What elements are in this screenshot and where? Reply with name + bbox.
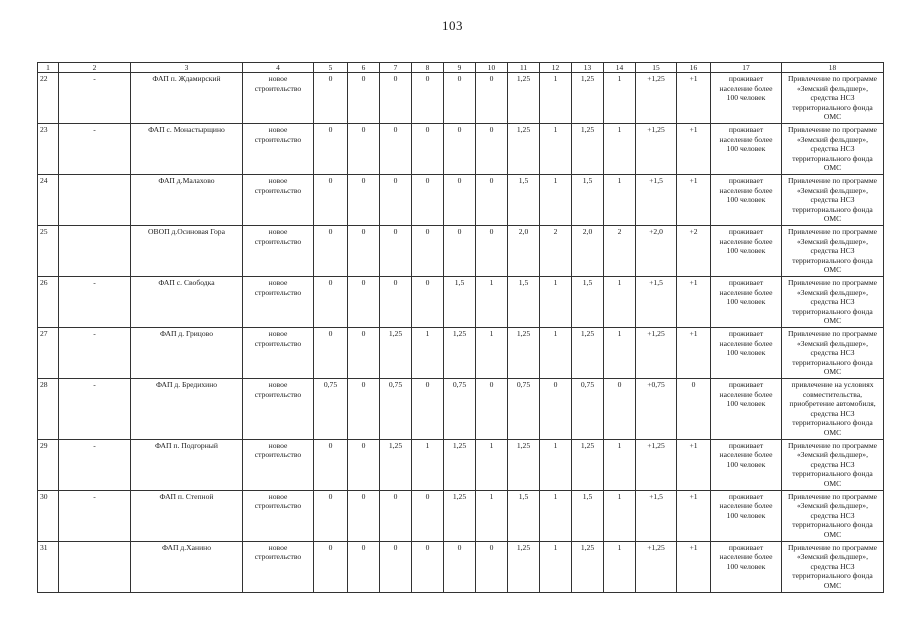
table-cell: 1,25 [444, 490, 476, 541]
table-cell: 29 [38, 439, 59, 490]
column-header: 10 [476, 63, 508, 73]
column-header: 9 [444, 63, 476, 73]
table-cell: ФАП д. Грицово [131, 328, 243, 379]
table-cell: - [59, 328, 131, 379]
table-cell: 1,25 [508, 73, 540, 124]
table-cell: новое строительство [243, 73, 314, 124]
table-cell: 1,25 [508, 439, 540, 490]
table-cell: 22 [38, 73, 59, 124]
column-header: 17 [711, 63, 782, 73]
table-cell: новое строительство [243, 277, 314, 328]
table-cell: Привлечение по программе «Земский фельдшер», средства НСЗ территориального фонда ОМС [782, 226, 884, 277]
table-cell: 26 [38, 277, 59, 328]
table-cell: +1 [677, 73, 711, 124]
table-cell: +1 [677, 328, 711, 379]
table-cell: 1 [540, 175, 572, 226]
table-cell: 0,75 [314, 379, 348, 440]
table-cell: +1 [677, 277, 711, 328]
table-cell: 0 [314, 439, 348, 490]
table-cell: 1 [476, 277, 508, 328]
table-cell: 0,75 [508, 379, 540, 440]
table-cell: 1 [604, 490, 636, 541]
table-cell: 1,25 [572, 541, 604, 592]
table-cell: 1,25 [444, 328, 476, 379]
table-cell: +1,25 [636, 328, 677, 379]
table-cell: 0 [348, 541, 380, 592]
header-row [38, 63, 884, 73]
table-cell: 1,25 [508, 541, 540, 592]
table-cell: Привлечение по программе «Земский фельдшер», средства НСЗ территориального фонда ОМС [782, 124, 884, 175]
table-cell: +1 [677, 175, 711, 226]
table-cell: 0 [314, 124, 348, 175]
table-cell: 1 [604, 73, 636, 124]
table-cell: - [59, 73, 131, 124]
table-cell: Привлечение по программе «Земский фельдшер», средства НСЗ территориального фонда ОМС [782, 175, 884, 226]
table-cell: +2 [677, 226, 711, 277]
table-cell: 0 [314, 541, 348, 592]
table-cell: новое строительство [243, 490, 314, 541]
table-cell: 1 [540, 124, 572, 175]
table-cell: 2 [540, 226, 572, 277]
table-cell: +1,5 [636, 490, 677, 541]
table-cell: 0 [314, 73, 348, 124]
table-cell: 1,5 [508, 277, 540, 328]
table-cell: 0 [604, 379, 636, 440]
table-cell: 0 [412, 490, 444, 541]
table-cell: 0,75 [444, 379, 476, 440]
table-cell: +1,25 [636, 439, 677, 490]
table-cell: +2,0 [636, 226, 677, 277]
table-cell: 0 [380, 277, 412, 328]
table-cell: 0 [476, 379, 508, 440]
table-cell: Привлечение по программе «Земский фельдшер», средства НСЗ территориального фонда ОМС [782, 490, 884, 541]
table-cell: 1 [476, 490, 508, 541]
table-row [38, 541, 884, 592]
table-cell: 1,25 [508, 124, 540, 175]
table-cell: 0,75 [572, 379, 604, 440]
table-cell: 1 [540, 328, 572, 379]
table-cell: - [59, 490, 131, 541]
table-cell: 0 [476, 73, 508, 124]
table-cell: 0 [444, 541, 476, 592]
table-row [38, 226, 884, 277]
table-row [38, 124, 884, 175]
table-cell: ОВОП д.Осиновая Гора [131, 226, 243, 277]
table-cell: - [59, 124, 131, 175]
table-cell: Привлечение по программе «Земский фельдшер», средства НСЗ территориального фонда ОМС [782, 328, 884, 379]
table-cell: +1 [677, 541, 711, 592]
table-row [38, 277, 884, 328]
table-cell: 0 [348, 175, 380, 226]
column-header: 13 [572, 63, 604, 73]
table-cell: +1,25 [636, 73, 677, 124]
table-cell: 0,75 [380, 379, 412, 440]
page-number: 103 [442, 18, 463, 33]
table-cell: 0 [380, 541, 412, 592]
table-cell [59, 175, 131, 226]
table-cell: 1,5 [572, 277, 604, 328]
table-cell: 1 [476, 439, 508, 490]
table-cell: 1,25 [572, 124, 604, 175]
table-cell: 1,25 [380, 439, 412, 490]
table-cell: 1 [604, 124, 636, 175]
table-cell: 1 [604, 439, 636, 490]
table-cell: 0 [348, 328, 380, 379]
table-cell: ФАП п. Степной [131, 490, 243, 541]
table-cell: Привлечение по программе «Земский фельдшер», средства НСЗ территориального фонда ОМС [782, 439, 884, 490]
table-cell: 1,25 [508, 328, 540, 379]
table-cell: +1,5 [636, 277, 677, 328]
table-cell: 0 [444, 124, 476, 175]
table-cell: новое строительство [243, 328, 314, 379]
column-header: 1 [38, 63, 59, 73]
data-table [37, 62, 884, 593]
table-cell: 0 [476, 175, 508, 226]
column-header: 15 [636, 63, 677, 73]
table-cell: 1 [540, 277, 572, 328]
table-row [38, 379, 884, 440]
table-cell: 0 [348, 379, 380, 440]
table-cell: 1 [412, 328, 444, 379]
table-cell: проживает население более 100 человек [711, 175, 782, 226]
table-cell: проживает население более 100 человек [711, 379, 782, 440]
table-cell: 1,25 [380, 328, 412, 379]
table-cell: проживает население более 100 человек [711, 490, 782, 541]
table-cell: 0 [348, 490, 380, 541]
table-cell: 1,25 [444, 439, 476, 490]
table-cell: проживает население более 100 человек [711, 439, 782, 490]
table-cell: 0 [348, 226, 380, 277]
table-cell: 1,5 [508, 175, 540, 226]
table-cell: ФАП с. Свободка [131, 277, 243, 328]
table-cell: 0 [540, 379, 572, 440]
table-cell: +0,75 [636, 379, 677, 440]
table-cell: проживает население более 100 человек [711, 541, 782, 592]
table-cell: ФАП д.Ханино [131, 541, 243, 592]
table-cell: 0 [412, 379, 444, 440]
table-cell: новое строительство [243, 541, 314, 592]
column-header: 6 [348, 63, 380, 73]
table-cell: 0 [348, 73, 380, 124]
table-cell: 0 [412, 226, 444, 277]
table-cell: новое строительство [243, 124, 314, 175]
column-header: 11 [508, 63, 540, 73]
column-header: 14 [604, 63, 636, 73]
table-cell: 0 [348, 124, 380, 175]
table-cell: проживает население более 100 человек [711, 328, 782, 379]
column-header: 7 [380, 63, 412, 73]
table-cell: 27 [38, 328, 59, 379]
table-cell: 0 [476, 226, 508, 277]
table-cell: - [59, 277, 131, 328]
table-cell: +1,25 [636, 124, 677, 175]
table-cell: 1 [604, 277, 636, 328]
table-cell: 1,25 [572, 328, 604, 379]
table-cell: Привлечение по программе «Земский фельдшер», средства НСЗ территориального фонда ОМС [782, 541, 884, 592]
column-header: 5 [314, 63, 348, 73]
table-cell: - [59, 439, 131, 490]
table-cell: 0 [380, 124, 412, 175]
table-row [38, 490, 884, 541]
table-cell: проживает население более 100 человек [711, 73, 782, 124]
table-cell: 0 [444, 175, 476, 226]
table-cell: 25 [38, 226, 59, 277]
table-cell: 0 [314, 226, 348, 277]
table-cell: 0 [380, 490, 412, 541]
table-cell: ФАП с. Монастырщино [131, 124, 243, 175]
table-cell: 1 [412, 439, 444, 490]
column-header: 4 [243, 63, 314, 73]
table-cell: 0 [412, 175, 444, 226]
table-cell: 2,0 [508, 226, 540, 277]
table-cell [59, 226, 131, 277]
table-cell: 0 [348, 439, 380, 490]
table-cell: +1 [677, 490, 711, 541]
column-header: 2 [59, 63, 131, 73]
table-cell: +1 [677, 439, 711, 490]
table-cell: проживает население более 100 человек [711, 226, 782, 277]
table-cell: +1,25 [636, 541, 677, 592]
table-cell: 0 [380, 175, 412, 226]
table-cell: +1 [677, 124, 711, 175]
table-cell: 0 [412, 73, 444, 124]
table-cell: ФАП д.Малахово [131, 175, 243, 226]
table-cell: новое строительство [243, 175, 314, 226]
table-cell: 0 [444, 226, 476, 277]
table-cell: 31 [38, 541, 59, 592]
table-cell: 1 [476, 328, 508, 379]
column-header: 3 [131, 63, 243, 73]
table-row [38, 328, 884, 379]
table-cell: 1,5 [572, 175, 604, 226]
table-cell: 1 [604, 175, 636, 226]
table-cell: 0 [677, 379, 711, 440]
table-cell: 1 [540, 541, 572, 592]
table-cell: новое строительство [243, 379, 314, 440]
table-cell: 1,5 [572, 490, 604, 541]
table-cell: новое строительство [243, 226, 314, 277]
table-row [38, 175, 884, 226]
table-cell: ФАП п. Ждамирский [131, 73, 243, 124]
table-cell: 0 [476, 124, 508, 175]
table-cell: 0 [412, 541, 444, 592]
column-header: 18 [782, 63, 884, 73]
table-cell: 1 [540, 439, 572, 490]
table-cell: 0 [476, 541, 508, 592]
table-cell: 0 [314, 277, 348, 328]
table-cell: Привлечение по программе «Земский фельдшер», средства НСЗ территориального фонда ОМС [782, 73, 884, 124]
table-row [38, 73, 884, 124]
table-cell: 23 [38, 124, 59, 175]
table-cell: 1,5 [444, 277, 476, 328]
table-row [38, 439, 884, 490]
table-cell: 0 [444, 73, 476, 124]
table-cell: 0 [380, 73, 412, 124]
table-cell: привлечение на условиях совместительства, приобретение автомобиля, средства НСЗ территориального фонда ОМС [782, 379, 884, 440]
column-header: 12 [540, 63, 572, 73]
table-cell: - [59, 379, 131, 440]
table-cell: 1 [604, 541, 636, 592]
table-cell: ФАП п. Подгорный [131, 439, 243, 490]
table-cell: Привлечение по программе «Земский фельдшер», средства НСЗ территориального фонда ОМС [782, 277, 884, 328]
table-cell: 0 [314, 490, 348, 541]
table-cell: 1,25 [572, 73, 604, 124]
table-cell: +1,5 [636, 175, 677, 226]
table-cell: 0 [348, 277, 380, 328]
table-cell: 0 [314, 328, 348, 379]
table-cell: 2,0 [572, 226, 604, 277]
table-cell: 0 [412, 277, 444, 328]
table-cell: 28 [38, 379, 59, 440]
table-cell: 0 [380, 226, 412, 277]
table-cell: 1 [540, 73, 572, 124]
table-cell: 30 [38, 490, 59, 541]
table-cell: проживает население более 100 человек [711, 277, 782, 328]
table-cell: 24 [38, 175, 59, 226]
table-cell: ФАП д. Бредихино [131, 379, 243, 440]
table-cell [59, 541, 131, 592]
table-cell: 1,25 [572, 439, 604, 490]
table-cell: 2 [604, 226, 636, 277]
table-cell: 0 [314, 175, 348, 226]
table-cell: 1,5 [508, 490, 540, 541]
table-cell: проживает население более 100 человек [711, 124, 782, 175]
table-cell: 1 [540, 490, 572, 541]
table-cell: 1 [604, 328, 636, 379]
column-header: 8 [412, 63, 444, 73]
table-cell: новое строительство [243, 439, 314, 490]
table-cell: 0 [412, 124, 444, 175]
column-header: 16 [677, 63, 711, 73]
